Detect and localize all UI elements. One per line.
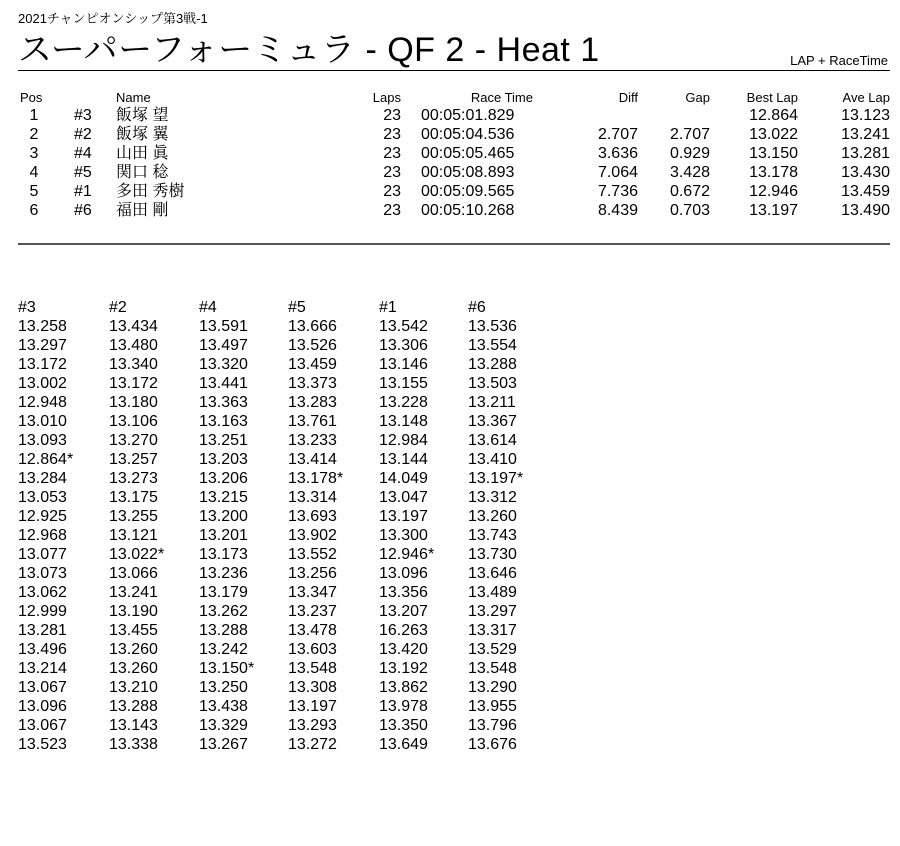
- lap-time-cell: 13.260: [468, 508, 517, 525]
- lap-time-cell: 13.317: [468, 622, 517, 639]
- lap-time-cell: 13.480: [109, 337, 158, 354]
- lap-col-header: #1: [379, 299, 397, 316]
- lap-time-cell: 13.106: [109, 413, 158, 430]
- lap-time-cell: 13.320: [199, 356, 248, 373]
- lap-time-cell: 13.172: [109, 375, 158, 392]
- lap-time-cell: 13.666: [288, 318, 337, 335]
- result-driver-name: 飯塚 望: [116, 107, 169, 124]
- lap-time-cell: 13.207: [379, 603, 428, 620]
- lap-time-cell: 13.414: [288, 451, 337, 468]
- lap-col-header: #3: [18, 299, 36, 316]
- lap-time-cell: 13.420: [379, 641, 428, 658]
- result-race-time: 00:05:04.536: [421, 126, 515, 143]
- result-diff: 3.636: [597, 145, 638, 162]
- lap-time-cell: 13.497: [199, 337, 248, 354]
- result-race-time: 00:05:05.465: [421, 145, 515, 162]
- lap-time-cell: 13.338: [109, 736, 158, 753]
- lap-time-cell: 13.347: [288, 584, 337, 601]
- lap-time-cell: 13.272: [288, 736, 337, 753]
- col-best-lap: Best Lap: [746, 90, 798, 105]
- result-row: [18, 182, 890, 201]
- lap-time-cell: 13.300: [379, 527, 428, 544]
- lap-time-cell: 13.233: [288, 432, 337, 449]
- lap-col-header: #4: [199, 299, 217, 316]
- lap-time-cell: 13.410: [468, 451, 517, 468]
- lap-time-cell: 13.955: [468, 698, 517, 715]
- lap-time-cell: 14.049: [379, 470, 428, 487]
- lap-time-cell: 13.077: [18, 546, 67, 563]
- lap-time-cell: 13.503: [468, 375, 517, 392]
- lap-time-cell: 13.257: [109, 451, 158, 468]
- lap-time-cell: 13.256: [288, 565, 337, 582]
- lap-time-cell: 12.925: [18, 508, 67, 525]
- lap-time-cell: 13.146: [379, 356, 428, 373]
- lap-time-cell: 13.862: [379, 679, 428, 696]
- lap-time-cell: 13.093: [18, 432, 67, 449]
- result-diff: 7.064: [597, 164, 638, 181]
- result-pos: 5: [29, 183, 39, 200]
- lap-time-cell: 12.984: [379, 432, 428, 449]
- results-header: [18, 90, 890, 106]
- lap-time-cell: 13.002: [18, 375, 67, 392]
- lap-time-cell: 13.308: [288, 679, 337, 696]
- lap-time-cell: 13.489: [468, 584, 517, 601]
- lap-time-cell: 13.297: [468, 603, 517, 620]
- lap-time-cell: 13.210: [109, 679, 158, 696]
- lap-time-cell: 13.438: [199, 698, 248, 715]
- lap-time-cell: 13.096: [379, 565, 428, 582]
- result-race-time: 00:05:09.565: [421, 183, 515, 200]
- result-car-number: #6: [74, 202, 92, 219]
- col-ave-lap: Ave Lap: [842, 90, 890, 105]
- result-ave-lap: 13.281: [841, 145, 890, 162]
- lap-time-cell: 13.175: [109, 489, 158, 506]
- lap-time-cell: 13.190: [109, 603, 158, 620]
- lap-time-cell: 12.999: [18, 603, 67, 620]
- lap-time-cell: 13.730: [468, 546, 517, 563]
- lap-time-cell: 13.047: [379, 489, 428, 506]
- result-row: [18, 144, 890, 163]
- lap-time-cell: 13.241: [109, 584, 158, 601]
- lap-time-cell: 13.367: [468, 413, 517, 430]
- result-race-time: 00:05:01.829: [421, 107, 515, 124]
- lap-time-cell: 13.236: [199, 565, 248, 582]
- lap-time-cell: 13.267: [199, 736, 248, 753]
- result-laps: 23: [383, 126, 401, 143]
- lap-time-cell: 12.968: [18, 527, 67, 544]
- result-diff: 2.707: [597, 126, 638, 143]
- lap-time-cell: 12.864*: [18, 451, 74, 468]
- lap-time-cell: 13.143: [109, 717, 158, 734]
- lap-time-cell: 13.242: [199, 641, 248, 658]
- lap-col-header: #2: [109, 299, 127, 316]
- result-diff: 7.736: [597, 183, 638, 200]
- lap-time-cell: 13.548: [288, 660, 337, 677]
- lap-time-cell: 13.066: [109, 565, 158, 582]
- lap-time-cell: 13.523: [18, 736, 67, 753]
- result-gap: 0.703: [669, 202, 710, 219]
- lap-time-cell: 13.211: [468, 394, 516, 411]
- lap-time-cell: 13.053: [18, 489, 67, 506]
- lap-time-cell: 13.258: [18, 318, 67, 335]
- lap-time-cell: 13.260: [109, 641, 158, 658]
- lap-time-cell: 13.180: [109, 394, 158, 411]
- lap-time-cell: 13.603: [288, 641, 337, 658]
- lap-time-cell: 13.178*: [288, 470, 344, 487]
- lap-time-cell: 16.263: [379, 622, 428, 639]
- lap-time-cell: 13.293: [288, 717, 337, 734]
- result-driver-name: 山田 眞: [116, 145, 169, 162]
- result-gap: 0.672: [669, 183, 710, 200]
- lap-time-cell: 13.459: [288, 356, 337, 373]
- lap-time-cell: 13.179: [199, 584, 248, 601]
- result-driver-name: 福田 剛: [116, 202, 169, 219]
- lap-time-cell: 13.250: [199, 679, 248, 696]
- lap-time-cell: 13.215: [199, 489, 248, 506]
- lap-time-cell: 13.288: [109, 698, 158, 715]
- result-car-number: #5: [74, 164, 92, 181]
- lap-col-header: #5: [288, 299, 306, 316]
- lap-time-cell: 13.363: [199, 394, 248, 411]
- lap-time-cell: 13.203: [199, 451, 248, 468]
- lap-time-cell: 13.796: [468, 717, 517, 734]
- lap-time-cell: 13.554: [468, 337, 517, 354]
- lap-time-cell: 13.542: [379, 318, 428, 335]
- lap-time-cell: 13.902: [288, 527, 337, 544]
- lap-time-cell: 13.155: [379, 375, 428, 392]
- lap-time-cell: 13.591: [199, 318, 248, 335]
- lap-time-cell: 13.260: [109, 660, 158, 677]
- lap-time-cell: 13.478: [288, 622, 337, 639]
- result-row: [18, 106, 890, 125]
- lap-time-cell: 13.200: [199, 508, 248, 525]
- result-pos: 1: [29, 107, 39, 124]
- lap-time-cell: 13.529: [468, 641, 517, 658]
- lap-time-cell: 13.197: [288, 698, 337, 715]
- lap-time-cell: 13.743: [468, 527, 517, 544]
- lap-time-cell: 13.329: [199, 717, 248, 734]
- lap-time-cell: 13.273: [109, 470, 158, 487]
- report-mode: LAP + RaceTime: [790, 53, 888, 68]
- page-title: スーパーフォーミュラ - QF 2 - Heat 1: [18, 31, 600, 69]
- result-diff: 8.439: [597, 202, 638, 219]
- result-laps: 23: [383, 164, 401, 181]
- lap-time-cell: 13.614: [468, 432, 517, 449]
- lap-time-cell: 13.693: [288, 508, 337, 525]
- lap-time-cell: 13.237: [288, 603, 337, 620]
- result-ave-lap: 13.490: [841, 202, 890, 219]
- lap-time-cell: 13.434: [109, 318, 158, 335]
- lap-time-cell: 13.121: [109, 527, 158, 544]
- lap-time-cell: 13.526: [288, 337, 337, 354]
- lap-time-cell: 13.163: [199, 413, 248, 430]
- col-laps: Laps: [372, 90, 401, 105]
- lap-time-cell: 13.228: [379, 394, 428, 411]
- result-race-time: 00:05:10.268: [421, 202, 515, 219]
- lap-time-cell: 13.150*: [199, 660, 255, 677]
- result-best-lap: 12.864: [749, 107, 798, 124]
- result-row: [18, 201, 890, 220]
- lap-time-cell: 13.096: [18, 698, 67, 715]
- lap-time-cell: 13.646: [468, 565, 517, 582]
- lap-time-cell: 13.206: [199, 470, 248, 487]
- result-best-lap: 12.946: [749, 183, 798, 200]
- lap-time-cell: 13.270: [109, 432, 158, 449]
- lap-time-cell: 13.172: [18, 356, 67, 373]
- result-best-lap: 13.150: [749, 145, 798, 162]
- result-driver-name: 多田 秀樹: [116, 183, 185, 200]
- col-race-time: Race Time: [470, 90, 533, 105]
- lap-time-cell: 13.288: [199, 622, 248, 639]
- lap-time-cell: 13.552: [288, 546, 337, 563]
- result-row: [18, 125, 890, 144]
- lap-time-cell: 13.306: [379, 337, 428, 354]
- lap-time-cell: 13.214: [18, 660, 67, 677]
- lap-time-cell: 13.022*: [109, 546, 165, 563]
- lap-time-cell: 13.761: [288, 413, 337, 430]
- results-divider: [18, 243, 890, 245]
- lap-time-cell: 13.067: [18, 679, 67, 696]
- lap-time-cell: 13.148: [379, 413, 428, 430]
- lap-time-cell: 13.350: [379, 717, 428, 734]
- event-subtitle: 2021チャンピオンシップ第3戦-1: [18, 11, 208, 26]
- title-divider: [18, 70, 890, 71]
- lap-time-cell: 13.441: [199, 375, 248, 392]
- lap-time-cell: 13.288: [468, 356, 517, 373]
- result-driver-name: 飯塚 翼: [116, 126, 169, 143]
- lap-time-cell: 13.340: [109, 356, 158, 373]
- lap-time-cell: 13.312: [468, 489, 517, 506]
- lap-time-cell: 13.010: [18, 413, 67, 430]
- result-car-number: #2: [74, 126, 92, 143]
- lap-time-cell: 13.978: [379, 698, 428, 715]
- result-best-lap: 13.197: [749, 202, 798, 219]
- result-gap: 3.428: [669, 164, 710, 181]
- lap-time-cell: 13.548: [468, 660, 517, 677]
- lap-time-cell: 13.173: [199, 546, 248, 563]
- lap-time-cell: 13.284: [18, 470, 67, 487]
- results-table: [18, 90, 890, 220]
- col-gap: Gap: [685, 90, 710, 105]
- result-driver-name: 関口 稔: [116, 164, 169, 181]
- lap-time-cell: 13.255: [109, 508, 158, 525]
- lap-time-cell: 13.356: [379, 584, 428, 601]
- lap-time-cell: 12.948: [18, 394, 67, 411]
- result-laps: 23: [383, 183, 401, 200]
- result-laps: 23: [383, 145, 401, 162]
- lap-time-cell: 12.946*: [379, 546, 435, 563]
- result-row: [18, 163, 890, 182]
- lap-time-cell: 13.297: [18, 337, 67, 354]
- result-ave-lap: 13.241: [841, 126, 890, 143]
- lap-time-cell: 13.496: [18, 641, 67, 658]
- lap-time-cell: 13.455: [109, 622, 158, 639]
- result-pos: 6: [29, 202, 39, 219]
- result-gap: 2.707: [669, 126, 710, 143]
- col-diff: Diff: [618, 90, 638, 105]
- result-car-number: #1: [74, 183, 92, 200]
- lap-time-cell: 13.373: [288, 375, 337, 392]
- result-laps: 23: [383, 202, 401, 219]
- col-pos: Pos: [20, 90, 43, 105]
- result-car-number: #4: [74, 145, 92, 162]
- lap-time-cell: 13.197: [379, 508, 428, 525]
- lap-col-header: #6: [468, 299, 486, 316]
- lap-time-cell: 13.197*: [468, 470, 524, 487]
- lap-time-cell: 13.067: [18, 717, 67, 734]
- result-best-lap: 13.022: [749, 126, 798, 143]
- result-best-lap: 13.178: [749, 164, 798, 181]
- result-pos: 2: [29, 126, 39, 143]
- result-gap: 0.929: [669, 145, 710, 162]
- result-ave-lap: 13.430: [841, 164, 890, 181]
- lap-time-cell: 13.201: [199, 527, 248, 544]
- result-ave-lap: 13.459: [841, 183, 890, 200]
- lap-time-cell: 13.314: [288, 489, 337, 506]
- result-pos: 3: [29, 145, 39, 162]
- lap-time-cell: 13.283: [288, 394, 337, 411]
- result-pos: 4: [29, 164, 39, 181]
- result-ave-lap: 13.123: [841, 107, 890, 124]
- lap-time-cell: 13.262: [199, 603, 248, 620]
- lap-time-cell: 13.536: [468, 318, 517, 335]
- lap-time-cell: 13.281: [18, 622, 67, 639]
- lap-time-cell: 13.290: [468, 679, 517, 696]
- lap-time-cell: 13.144: [379, 451, 428, 468]
- lap-time-cell: 13.251: [199, 432, 248, 449]
- lap-time-cell: 13.676: [468, 736, 517, 753]
- lap-time-cell: 13.073: [18, 565, 67, 582]
- results-body: [18, 106, 890, 220]
- lap-time-cell: 13.192: [379, 660, 428, 677]
- lap-time-cell: 13.062: [18, 584, 67, 601]
- lap-time-cell: 13.649: [379, 736, 428, 753]
- col-name: Name: [116, 90, 151, 105]
- result-laps: 23: [383, 107, 401, 124]
- result-car-number: #3: [74, 107, 92, 124]
- result-race-time: 00:05:08.893: [421, 164, 515, 181]
